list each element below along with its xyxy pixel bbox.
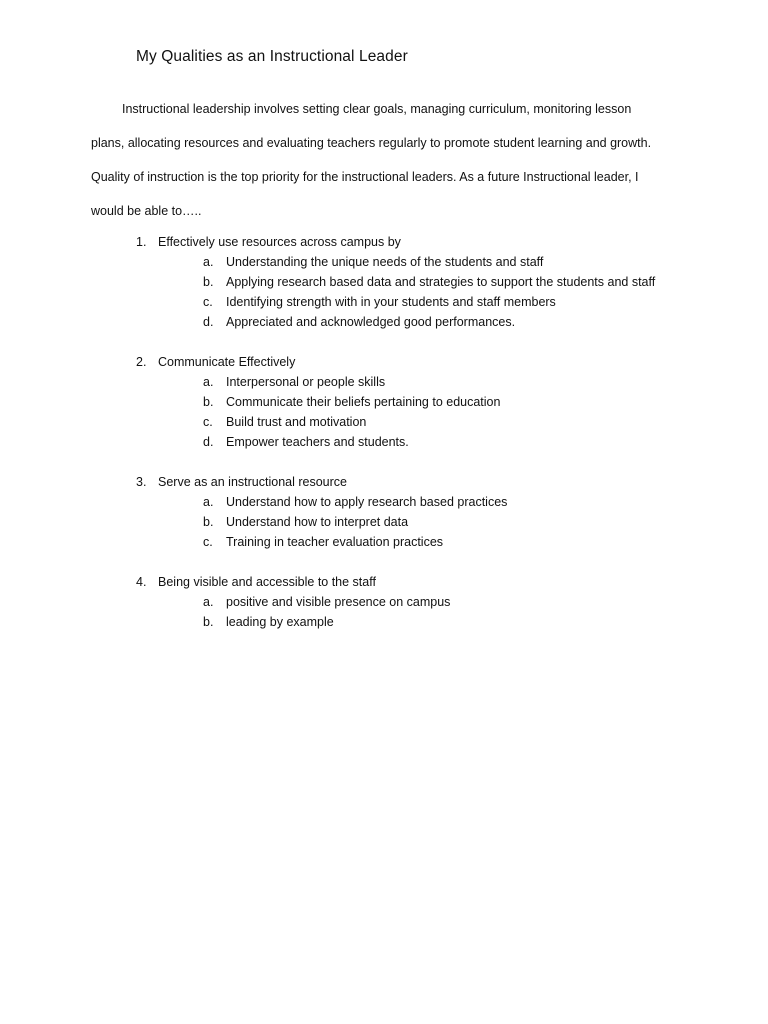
sub-item-text: Applying research based data and strategies to support the students and staff (226, 275, 656, 289)
sub-item-letter: c. (203, 535, 213, 549)
sub-item (0, 392, 768, 412)
item-number: 4. (136, 575, 147, 589)
qualities-list (0, 232, 768, 652)
sub-item (0, 412, 768, 432)
sub-item (0, 252, 768, 272)
numbered-item (0, 232, 768, 252)
sub-item-letter: d. (203, 315, 214, 329)
sub-item-text: Understand how to interpret data (226, 515, 409, 529)
sub-item-letter: d. (203, 435, 214, 449)
item-heading: Serve as an instructional resource (158, 475, 347, 489)
sub-item-letter: a. (203, 495, 214, 509)
sub-item-letter: b. (203, 395, 214, 409)
sub-item-letter: c. (203, 295, 213, 309)
sub-item-letter: c. (203, 415, 213, 429)
sub-item-letter: a. (203, 255, 214, 269)
sub-item-text: positive and visible presence on campus (226, 595, 451, 609)
sub-item (0, 612, 768, 632)
sub-item-text: Empower teachers and students. (226, 435, 409, 449)
item-number: 3. (136, 475, 147, 489)
list-section (0, 232, 768, 332)
sub-item-text: Build trust and motivation (226, 415, 367, 429)
sub-item-text: Training in teacher evaluation practices (226, 535, 444, 549)
sub-item-letter: b. (203, 275, 214, 289)
numbered-item (0, 472, 768, 492)
sub-item-letter: b. (203, 515, 214, 529)
sub-item-text: Appreciated and acknowledged good performances. (226, 315, 516, 329)
intro-line: Instructional leadership involves setting clear goals, managing curriculum, monitoring lesson (122, 102, 632, 116)
item-heading: Communicate Effectively (158, 355, 296, 369)
intro-line: Quality of instruction is the top priority for the instructional leaders. As a future Instructional leader, I (91, 170, 639, 184)
intro-line: would be able to….. (91, 204, 202, 218)
sub-item-text: Understand how to apply research based practices (226, 495, 508, 509)
sub-item-text: Communicate their beliefs pertaining to education (226, 395, 501, 409)
sub-item (0, 532, 768, 552)
numbered-item (0, 352, 768, 372)
sub-item (0, 312, 768, 332)
sub-item-letter: a. (203, 375, 214, 389)
item-number: 1. (136, 235, 147, 249)
sub-item (0, 272, 768, 292)
sub-item (0, 432, 768, 452)
sub-item (0, 492, 768, 512)
sub-item (0, 512, 768, 532)
sub-item-text: Identifying strength with in your students and staff members (226, 295, 556, 309)
item-heading: Being visible and accessible to the staff (158, 575, 376, 589)
item-number: 2. (136, 355, 147, 369)
sub-item (0, 592, 768, 612)
list-section (0, 572, 768, 632)
sub-item-text: Interpersonal or people skills (226, 375, 386, 389)
sub-item-letter: a. (203, 595, 214, 609)
sub-item (0, 292, 768, 312)
sub-item-text: Understanding the unique needs of the students and staff (226, 255, 544, 269)
numbered-item (0, 572, 768, 592)
intro-paragraph (91, 92, 691, 228)
document-title: My Qualities as an Instructional Leader (136, 48, 408, 65)
list-section (0, 352, 768, 452)
list-section (0, 472, 768, 552)
sub-item (0, 372, 768, 392)
sub-item-letter: b. (203, 615, 214, 629)
intro-line: plans, allocating resources and evaluating teachers regularly to promote student learning and growth. (91, 136, 652, 150)
item-heading: Effectively use resources across campus by (158, 235, 401, 249)
sub-item-text: leading by example (226, 615, 334, 629)
